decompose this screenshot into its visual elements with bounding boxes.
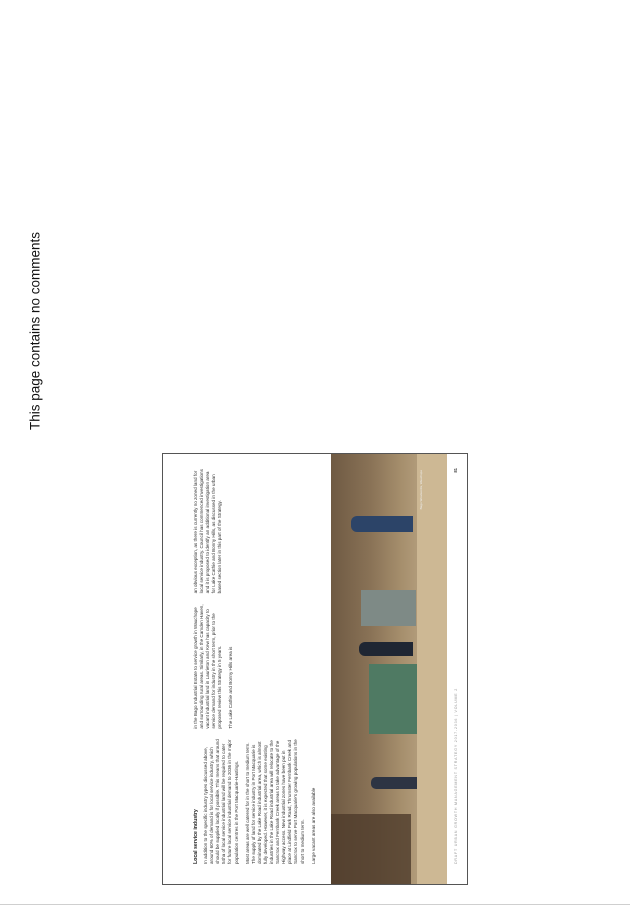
page-number: 81 [453,468,458,473]
photo-worker [351,516,413,532]
photo-worker [359,642,413,656]
text-column-2 [193,603,329,728]
paragraph: In addition to the specific industry types discussed above, around 60% of demand is for local service industry, which should be supplied locally if possible. This means that around 54ha of local service industrial land will be required to cater for future local service industrial demand to 2036 in the major population centres in the Port Macquarie-Hastings. [203,739,239,864]
text-column-3 [193,468,329,593]
paragraph: an obvious exception, as there is currently no zoned land for local service industry. Council has commenced investigations and it is proposed to identify an additional investigation area for Lake Cathie and Bonny Hills, as discussed in the urban based section later in this part of the Strategy. [193,469,223,594]
document-page-thumbnail [162,453,468,885]
page-footer [451,454,463,884]
paragraph: in the Bago Industrial Estate to service growth in Wauchope and surrounding rural areas. Similarly, in the Camden Haven, vacant industrial land in Laurieton and Kew has capacity to service demand for industry in the short term, prior to the proposed review this Strategy in 5 years. [193,604,223,729]
photo-machine [369,664,419,734]
paragraph: The Lake Cathie and Bonny Hills area is [228,646,234,729]
no-comments-text: This page contains no comments [27,231,43,431]
text-column-1 [193,739,329,864]
bottom-divider [0,904,630,905]
photo-shelving [331,814,411,884]
section-heading: Local service industry [193,809,199,864]
footer-running-title: DRAFT URBAN GROWTH MANAGEMENT STRATEGY 2017-2036 | VOLUME 2 [454,687,458,864]
photo-machine [361,590,416,626]
text-columns [193,468,329,864]
paragraph: Large vacant areas are also available [310,787,316,864]
photo-floor [417,454,447,884]
photo-worker [371,777,417,789]
photo-caption: Bago Woodworks, Wauchope [419,470,423,510]
document-page [163,454,467,884]
workshop-photo [331,454,447,884]
paragraph: Most areas are well catered for in the short to medium term. The supply of land for service industry in Port Macquarie is dominated by the Lake Road industrial area, which is almost fully developed. However, it is expected that some existing industries in the Lake Road industrial area will relocate to the Sancrox and Fernbank Creek areas to take advantage of the Highway access. New industrial zones have been put in place at Lindfield Park Road, Thrumster Fernbank Creek and Sancrox to serve Port Macquarie's growing populations in the short to medium term. [244,739,305,864]
